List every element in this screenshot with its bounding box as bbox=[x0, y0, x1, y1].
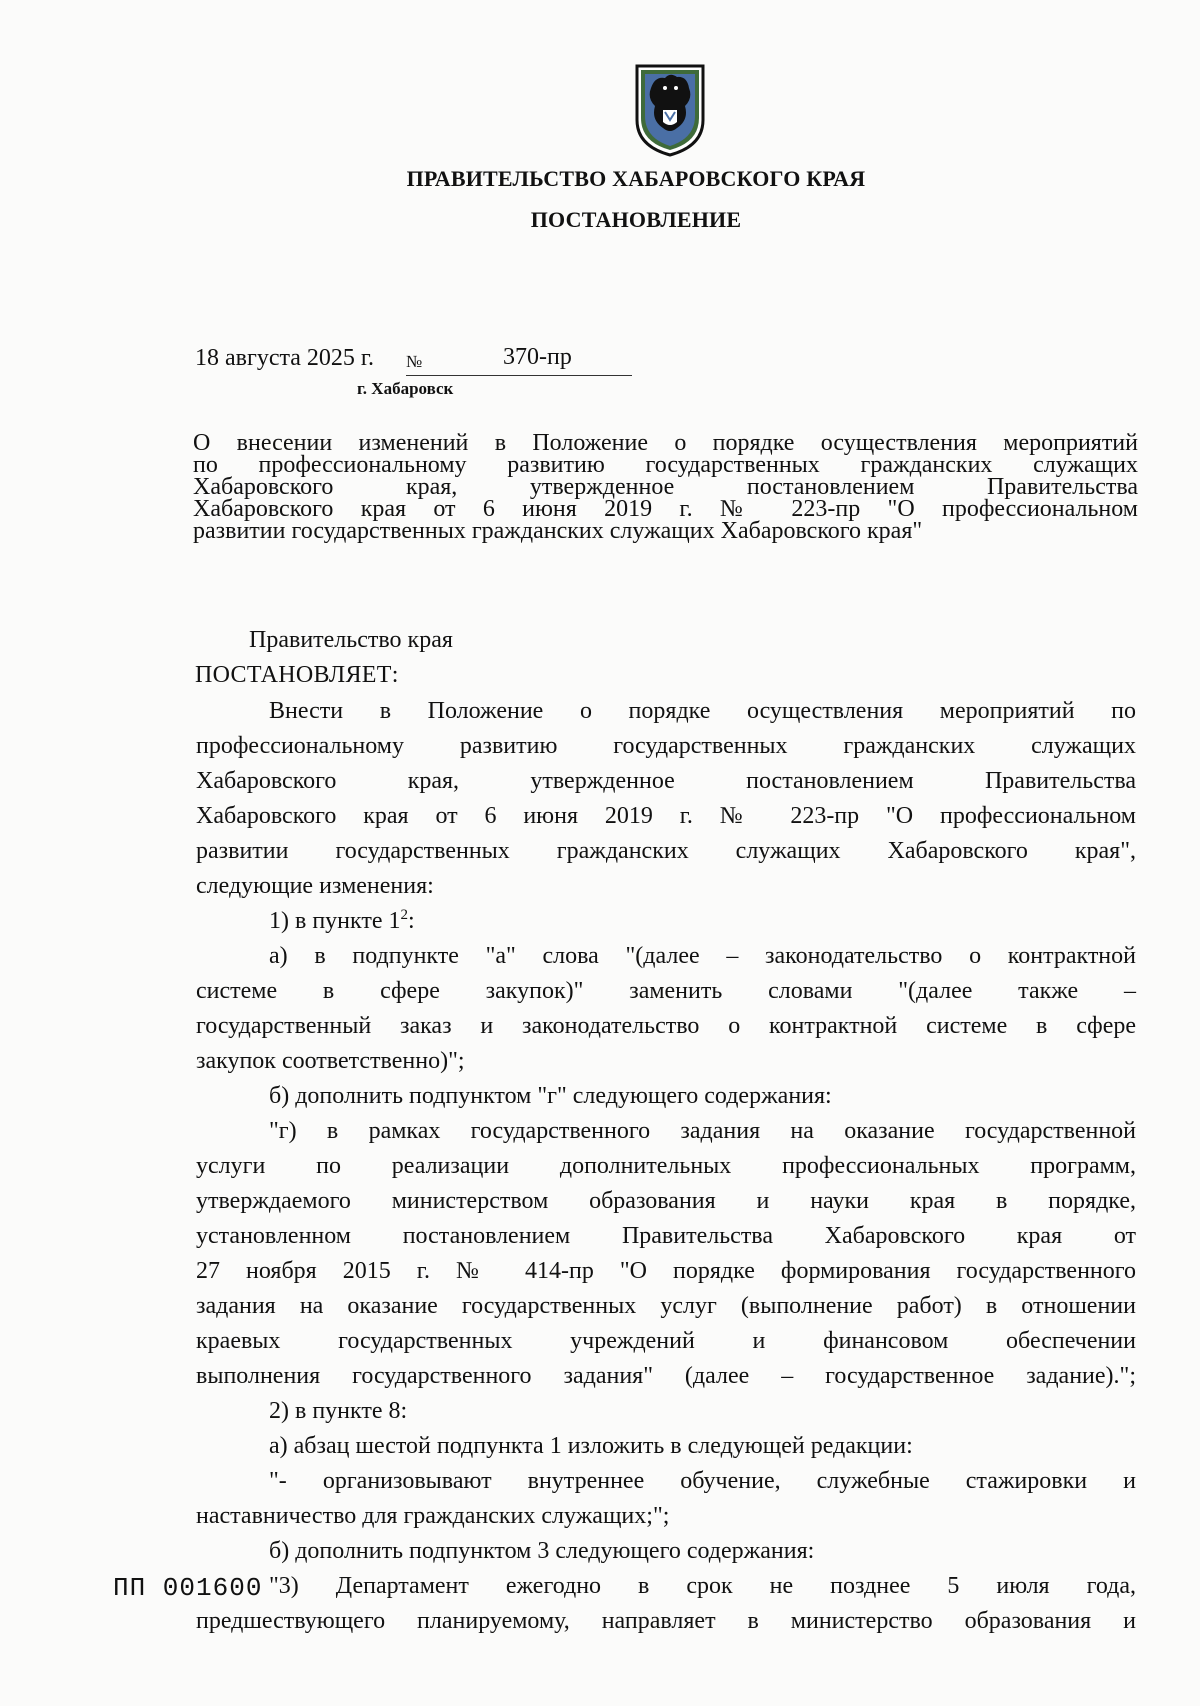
body-fragment: 1) в пункте 1 bbox=[269, 908, 401, 934]
body-line: б) дополнить подпунктом "г" следующего содержания: bbox=[269, 1083, 832, 1109]
body-line: наставничество для гражданских служащих;"; bbox=[196, 1503, 670, 1529]
number-underline bbox=[406, 375, 632, 376]
body-line: закупок соответственно)"; bbox=[196, 1048, 465, 1074]
document-subject bbox=[193, 432, 1138, 542]
document-number: 370-пр bbox=[503, 344, 572, 370]
document-date: 18 августа 2025 г. bbox=[195, 345, 375, 371]
body-line: следующие изменения: bbox=[196, 873, 434, 899]
body-line: системе в сфере закупок)" заменить словами "(далее также – bbox=[196, 978, 1136, 1004]
body-line: утверждаемого министерством образования и науки края в порядке, bbox=[196, 1188, 1136, 1214]
body-line: а) абзац шестой подпункта 1 изложить в следующей редакции: bbox=[269, 1433, 913, 1459]
subject-line: О внесении изменений в Положение о порядке осуществления мероприятий bbox=[193, 430, 1138, 456]
subject-line: Хабаровского края, утвержденное постановлением Правительства bbox=[193, 474, 1138, 500]
body-line: 2) в пункте 8: bbox=[269, 1398, 408, 1424]
body-fragment: : bbox=[408, 908, 415, 934]
superscript: 2 bbox=[400, 907, 408, 923]
body-line: задания на оказание государственных услуг (выполнение работ) в отношении bbox=[196, 1293, 1136, 1319]
subject-line: по профессиональному развитию государственных гражданских служащих bbox=[193, 452, 1138, 478]
body-line: Хабаровского края, утвержденное постановлением Правительства bbox=[196, 768, 1136, 794]
body-line: "- организовывают внутреннее обучение, служебные стажировки и bbox=[269, 1468, 1136, 1494]
body-line: а) в подпункте "а" слова "(далее – законодательство о контрактной bbox=[269, 943, 1136, 969]
body-line: краевых государственных учреждений и финансовом обеспечении bbox=[196, 1328, 1136, 1354]
body-line: "3) Департамент ежегодно в срок не позднее 5 июля года, bbox=[269, 1573, 1136, 1599]
document-type-title: ПОСТАНОВЛЕНИЕ bbox=[530, 207, 742, 232]
body-line: Хабаровского края от 6 июня 2019 г. № 223-пр "О профессиональном bbox=[196, 803, 1136, 829]
number-sign: № bbox=[406, 352, 423, 371]
preamble-decree: ПОСТАНОВЛЯЕТ: bbox=[195, 662, 399, 688]
body-line: "г) в рамках государственного задания на оказание государственной bbox=[269, 1118, 1136, 1144]
body-line: профессиональному развитию государственных гражданских служащих bbox=[196, 733, 1136, 759]
preamble-government: Правительство края bbox=[249, 627, 453, 653]
body-line: государственный заказ и законодательство о контрактной системе в сфере bbox=[196, 1013, 1136, 1039]
subject-line: Хабаровского края от 6 июня 2019 г. № 223-пр "О профессиональном bbox=[193, 496, 1138, 522]
coat-of-arms-icon bbox=[631, 58, 709, 158]
body-line: предшествующего планируемому, направляет в министерство образования и bbox=[196, 1608, 1136, 1634]
organization-title: ПРАВИТЕЛЬСТВО ХАБАРОВСКОГО КРАЯ bbox=[406, 166, 866, 191]
body-line: б) дополнить подпунктом 3 следующего содержания: bbox=[269, 1538, 815, 1564]
subject-line: развитии государственных гражданских служащих Хабаровского края" bbox=[193, 518, 923, 544]
body-line: услуги по реализации дополнительных профессиональных программ, bbox=[196, 1153, 1136, 1179]
document-body bbox=[196, 694, 1136, 1639]
document-city: г. Хабаровск bbox=[357, 379, 454, 398]
body-line: 27 ноября 2015 г. № 414-пр "О порядке формирования государственного bbox=[196, 1258, 1136, 1284]
form-serial-number: ПП 001600 bbox=[113, 1573, 263, 1603]
body-line: установленном постановлением Правительства Хабаровского края от bbox=[196, 1223, 1136, 1249]
body-line-point-1 bbox=[196, 904, 1136, 939]
body-line: выполнения государственного задания" (далее – государственное задание)."; bbox=[196, 1363, 1136, 1389]
body-line: развитии государственных гражданских служащих Хабаровского края", bbox=[196, 838, 1136, 864]
body-line: Внести в Положение о порядке осуществления мероприятий по bbox=[269, 698, 1136, 724]
